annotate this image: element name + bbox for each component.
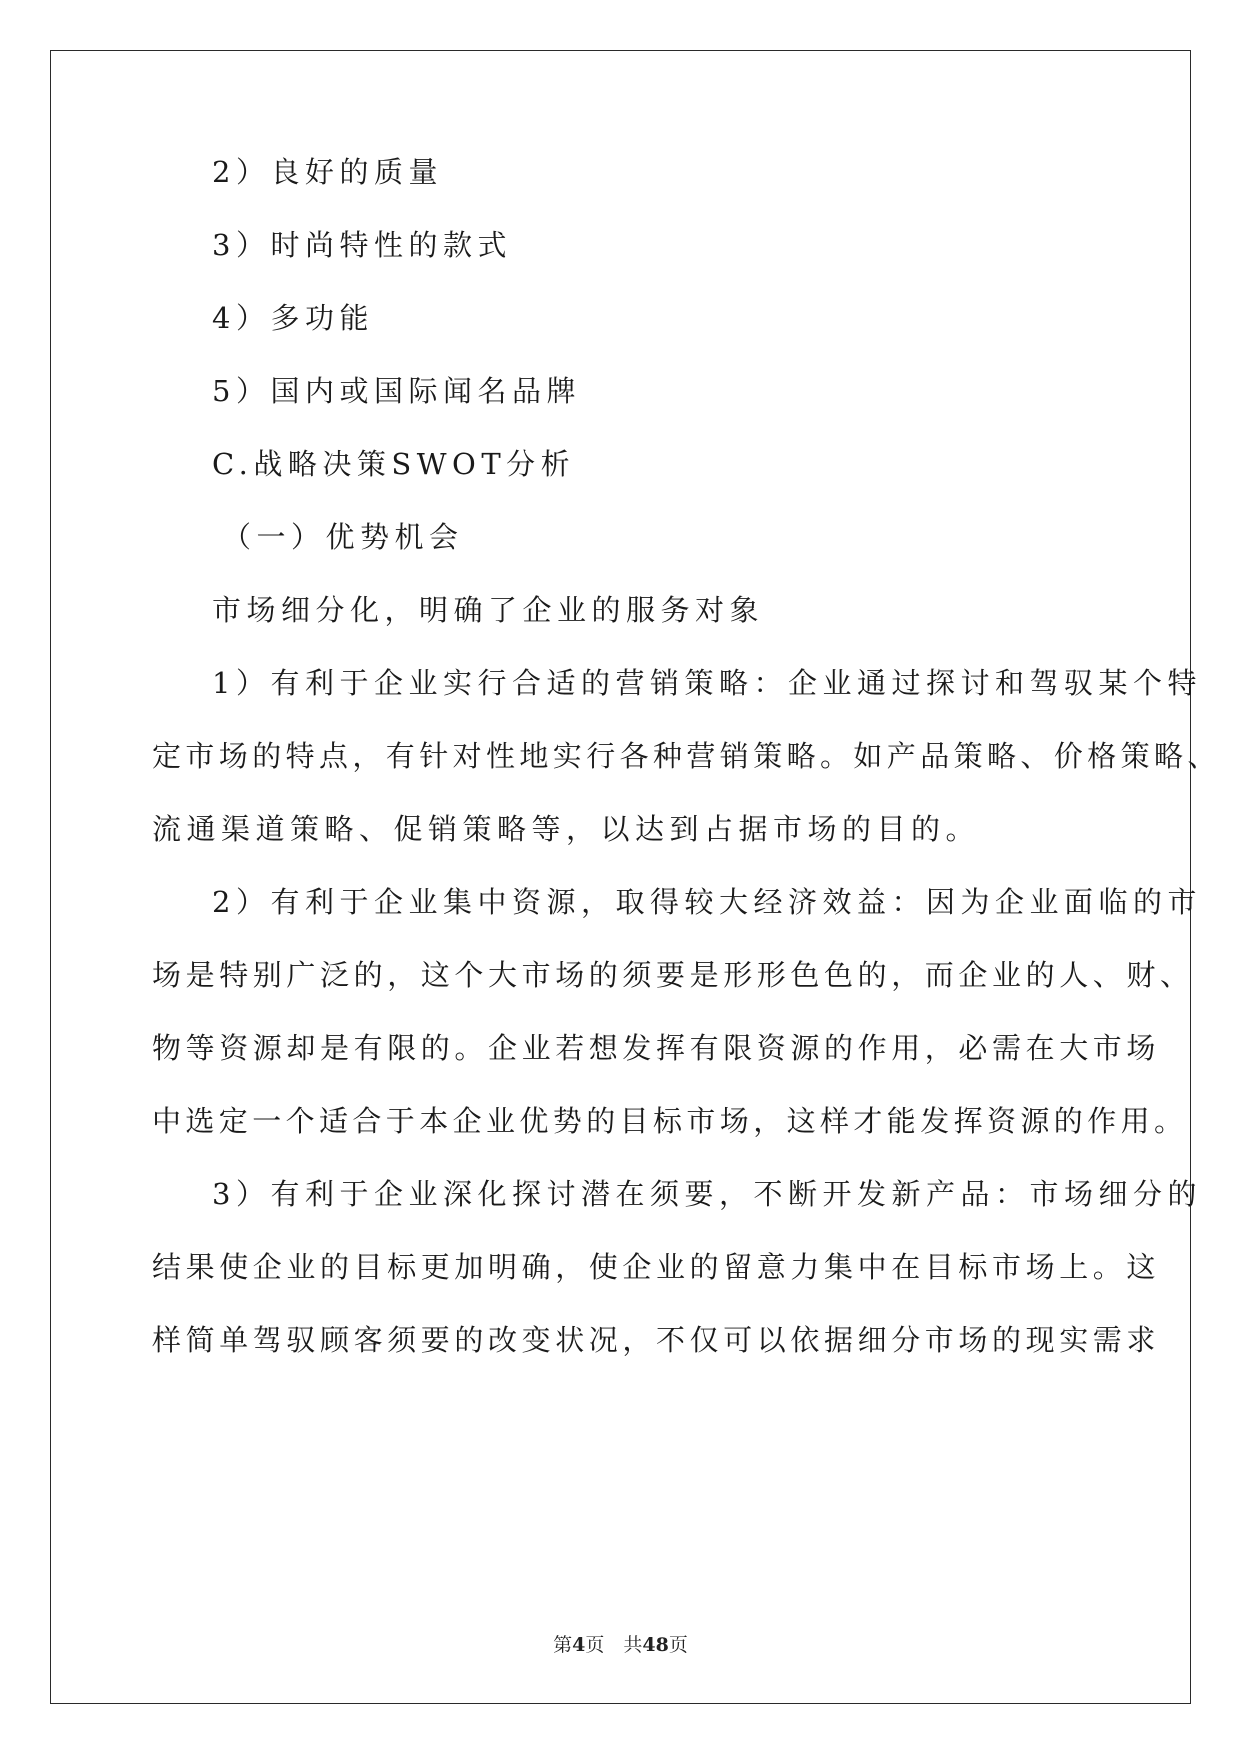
- current-page-number: 4: [572, 1634, 586, 1656]
- paragraph-line: 结果使企业的目标更加明确，使企业的留意力集中在目标市场上。这: [152, 1250, 1161, 1284]
- page-footer: [0, 1630, 1241, 1657]
- footer-mid: 页 共: [585, 1634, 643, 1656]
- paragraph-line: 2）有利于企业集中资源，取得较大经济效益：因为企业面临的市: [212, 885, 1202, 919]
- paragraph-line: 流通渠道策略、促销策略等，以达到占据市场的目的。: [152, 812, 981, 846]
- footer-suffix: 页: [668, 1634, 688, 1656]
- paragraph-line: 中选定一个适合于本企业优势的目标市场，这样才能发挥资源的作用。: [152, 1104, 1188, 1138]
- subsection-heading: （一）优势机会: [222, 520, 464, 554]
- total-page-count: 48: [642, 1634, 669, 1656]
- paragraph-line: 3）有利于企业深化探讨潜在须要，不断开发新产品：市场细分的: [212, 1177, 1202, 1211]
- paragraph-line: 市场细分化，明确了企业的服务对象: [212, 593, 765, 627]
- paragraph-line: 场是特别广泛的，这个大市场的须要是形形色色的，而企业的人、财、: [152, 958, 1194, 992]
- list-item: 4）多功能: [212, 301, 374, 335]
- paragraph-line: 定市场的特点，有针对性地实行各种营销策略。如产品策略、价格策略、: [152, 739, 1221, 773]
- paragraph-line: 样简单驾驭顾客须要的改变状况，不仅可以依据细分市场的现实需求: [152, 1323, 1161, 1357]
- list-item: 3）时尚特性的款式: [212, 228, 512, 262]
- section-heading: C.战略决策SWOT分析: [212, 447, 576, 481]
- list-item: 5）国内或国际闻名品牌: [212, 374, 581, 408]
- paragraph-line: 1）有利于企业实行合适的营销策略：企业通过探讨和驾驭某个特: [212, 666, 1202, 700]
- list-item: 2）良好的质量: [212, 155, 443, 189]
- footer-prefix: 第: [553, 1634, 573, 1656]
- paragraph-line: 物等资源却是有限的。企业若想发挥有限资源的作用，必需在大市场: [152, 1031, 1161, 1065]
